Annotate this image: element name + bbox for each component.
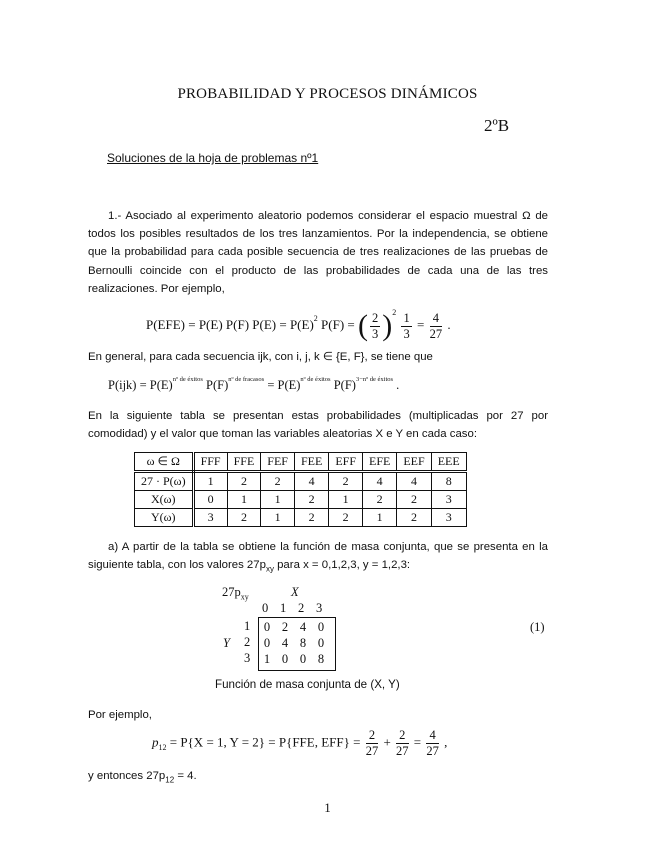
table-cell: 1 bbox=[263, 651, 271, 666]
column-header: EFE bbox=[363, 453, 397, 472]
eq2-mid2: P(F) bbox=[330, 378, 356, 392]
column-header: EFF bbox=[329, 453, 363, 472]
joint-y-label: Y bbox=[223, 636, 230, 650]
fraction-4-27: $\frac{4}{27}$ bbox=[429, 310, 443, 341]
x-value: 3 bbox=[316, 601, 323, 615]
page-title: PROBABILIDAD Y PROCESOS DINÁMICOS bbox=[177, 86, 478, 102]
table-cell: 3 bbox=[431, 491, 466, 509]
table-cell: 2 bbox=[329, 472, 363, 491]
equation-efe: P(EFE) = P(E) P(F) $P(E) = P(E)^2$ P(F) = ( $\frac{2}{3}$ )$^2$ $\frac{1}{3}$ = $\frac{4}{27}$ . bbox=[146, 308, 451, 343]
equation-p12: $p_{12} = P\{X = 1$, Y = 2} = P{FFE, EFF} = $\frac{2}{27}$ + $\frac{2}{27}$ = $\frac{4}{27}$ , bbox=[152, 728, 448, 758]
eq1-mid: P(F) = bbox=[317, 317, 358, 332]
table-cell: 2 bbox=[294, 491, 328, 509]
fraction-2-3: $\frac{2}{3}$ bbox=[371, 310, 379, 341]
table-cell: 1 bbox=[227, 491, 261, 509]
equation-ijk: $P(ijk) = P(E)^{nº de éxitos}$ $P(F)^{nº de fracasos} = P(E)^{nº de éxitos}$ $P(F)^{3-nº de éxitos}$ . bbox=[108, 376, 400, 392]
table-row bbox=[258, 619, 330, 635]
table-cell: 2 bbox=[397, 509, 431, 527]
row-header: ω ∈ Ω bbox=[135, 453, 194, 472]
table-row bbox=[135, 509, 467, 527]
table-cell: 4 bbox=[363, 472, 397, 491]
table-cell: 2 bbox=[329, 509, 363, 527]
eq1-eq: = bbox=[413, 317, 428, 332]
paragraph-joint-tail: para x = 0,1,2,3, y = 1,2,3: bbox=[273, 559, 411, 572]
paragraph-table-intro: En la siguiente tabla se presentan estas probabilidades (multiplicadas por 27 por comodidad) y el valor que toman las variables aleatorias X e Y en cada caso: bbox=[88, 410, 548, 441]
table-cell: 0 bbox=[263, 635, 271, 650]
table-row bbox=[135, 491, 467, 509]
column-header: EEF bbox=[397, 453, 431, 472]
column-header: FEF bbox=[261, 453, 295, 472]
table-cell: 1 bbox=[261, 509, 295, 527]
paragraph-joint-intro bbox=[88, 538, 548, 579]
eq2-sup-fracasos: nº de fracasos bbox=[228, 376, 265, 383]
page-number: 1 bbox=[324, 800, 331, 815]
eq3-left: = P{X = 1, Y = 2} = P{FFE, EFF} = bbox=[166, 734, 364, 750]
y-value: 1 bbox=[244, 619, 251, 633]
y-value: 3 bbox=[244, 651, 251, 665]
table-cell: 3 bbox=[431, 509, 466, 527]
table-cell: 0 bbox=[299, 651, 307, 666]
table-cell: 8 bbox=[299, 635, 307, 650]
paragraph-intro bbox=[88, 207, 548, 298]
eq2-sup-exitos-2: nº de éxitos bbox=[300, 376, 331, 383]
table-cell: 2 bbox=[294, 509, 328, 527]
table-cell: 4 bbox=[397, 472, 431, 491]
fraction-2-27: $\frac{2}{27}$ bbox=[365, 728, 379, 758]
table-cell: 1 bbox=[329, 491, 363, 509]
pxy-subscript: xy bbox=[265, 564, 274, 574]
table-cell: 3 bbox=[193, 509, 227, 527]
table-cell: 1 bbox=[363, 509, 397, 527]
fraction-1-3: $\frac{1}{3}$ bbox=[403, 310, 410, 341]
column-header: FFF bbox=[193, 453, 227, 472]
y-value: 2 bbox=[244, 635, 251, 649]
column-header: FEE bbox=[294, 453, 328, 472]
table-cell: 1 bbox=[261, 491, 295, 509]
eq2-sup-3-exitos: 3−nº de éxitos bbox=[355, 376, 394, 383]
table-cell: 4 bbox=[281, 635, 289, 650]
fraction-2-27: $\frac{2}{27}$ bbox=[396, 728, 409, 758]
table-cell: 2 bbox=[227, 509, 261, 527]
course-label: 2ºB bbox=[484, 116, 510, 135]
row-header: 27 · P(ω) bbox=[135, 472, 194, 491]
fraction-4-27: $\frac{4}{27}$ bbox=[426, 728, 439, 758]
eq3-eq: = bbox=[410, 734, 425, 750]
equation-number: (1) bbox=[530, 620, 545, 634]
x-value: 0 bbox=[262, 601, 269, 615]
eq2-eq: = P(E) bbox=[264, 378, 301, 392]
eq3-plus: + bbox=[380, 734, 395, 750]
joint-mass-table bbox=[258, 619, 330, 667]
section-subtitle: Soluciones de la hoja de problemas nº1 bbox=[107, 151, 319, 165]
x-value: 1 bbox=[280, 601, 287, 615]
table-header-row bbox=[135, 453, 467, 472]
table-cell: 8 bbox=[431, 472, 466, 491]
eq2-mid: P(F) bbox=[202, 378, 229, 392]
column-header: EEE bbox=[431, 453, 466, 472]
column-header: FFE bbox=[227, 453, 261, 472]
table-cell: 0 bbox=[193, 491, 227, 509]
joint-table-caption: Función de masa conjunta de (X, Y) bbox=[215, 678, 400, 691]
paragraph-example: Por ejemplo, bbox=[88, 709, 152, 721]
table-row bbox=[258, 651, 330, 667]
table-cell: 2 bbox=[281, 619, 289, 634]
table-cell: 0 bbox=[281, 651, 289, 666]
joint-x-label: X bbox=[291, 585, 299, 599]
table-cell: 1 bbox=[193, 472, 227, 491]
table-cell: 4 bbox=[299, 619, 307, 634]
joint-corner-label: $27p_{xy}$ bbox=[222, 585, 249, 602]
paragraph-conclusion: y entonces $27p_{12} = 4$. bbox=[88, 770, 197, 785]
row-header: X(ω) bbox=[135, 491, 194, 509]
paragraph-intro-text: 1.- Asociado al experimento aleatorio podemos considerar el espacio muestral Ω de todos los posibles resultados de los tres lanzamientos. Por la independencia, se obtiene que la probabilidad para cada posible secuencia de tres realizaciones de las pruebas de Bernoulli coincide con el producto de las probabilidades de cada una de las tres realizaciones. Por ejemplo, bbox=[88, 210, 548, 295]
table-cell: 8 bbox=[317, 651, 325, 666]
table-cell: 0 bbox=[317, 619, 325, 634]
eq2-sup-exitos: nº de éxitos bbox=[172, 376, 203, 383]
table-row bbox=[135, 472, 467, 491]
x-value: 2 bbox=[298, 601, 305, 615]
joint-y-values bbox=[244, 619, 250, 667]
paragraph-general: En general, para cada secuencia ijk, con i, j, k ∈ {E, F}, se tiene que bbox=[88, 351, 433, 363]
table-cell: 4 bbox=[294, 472, 328, 491]
table-cell: 2 bbox=[227, 472, 261, 491]
table-cell: 2 bbox=[261, 472, 295, 491]
eq1-left: P(EFE) = P(E) P(F) P(E) = P(E) bbox=[146, 317, 314, 332]
table-cell: 2 bbox=[363, 491, 397, 509]
eq2-left: P(ijk) = P(E) bbox=[108, 378, 173, 392]
table-cell: 0 bbox=[317, 635, 325, 650]
table-cell: 2 bbox=[397, 491, 431, 509]
paragraph-joint-text: a) A partir de la tabla se obtiene la función de masa conjunta, que se presenta en la siguiente tabla, con los valores 27p bbox=[88, 541, 548, 572]
table-row bbox=[258, 635, 330, 651]
row-header: Y(ω) bbox=[135, 509, 194, 527]
table-cell: 0 bbox=[263, 619, 271, 634]
probability-table bbox=[134, 452, 467, 527]
